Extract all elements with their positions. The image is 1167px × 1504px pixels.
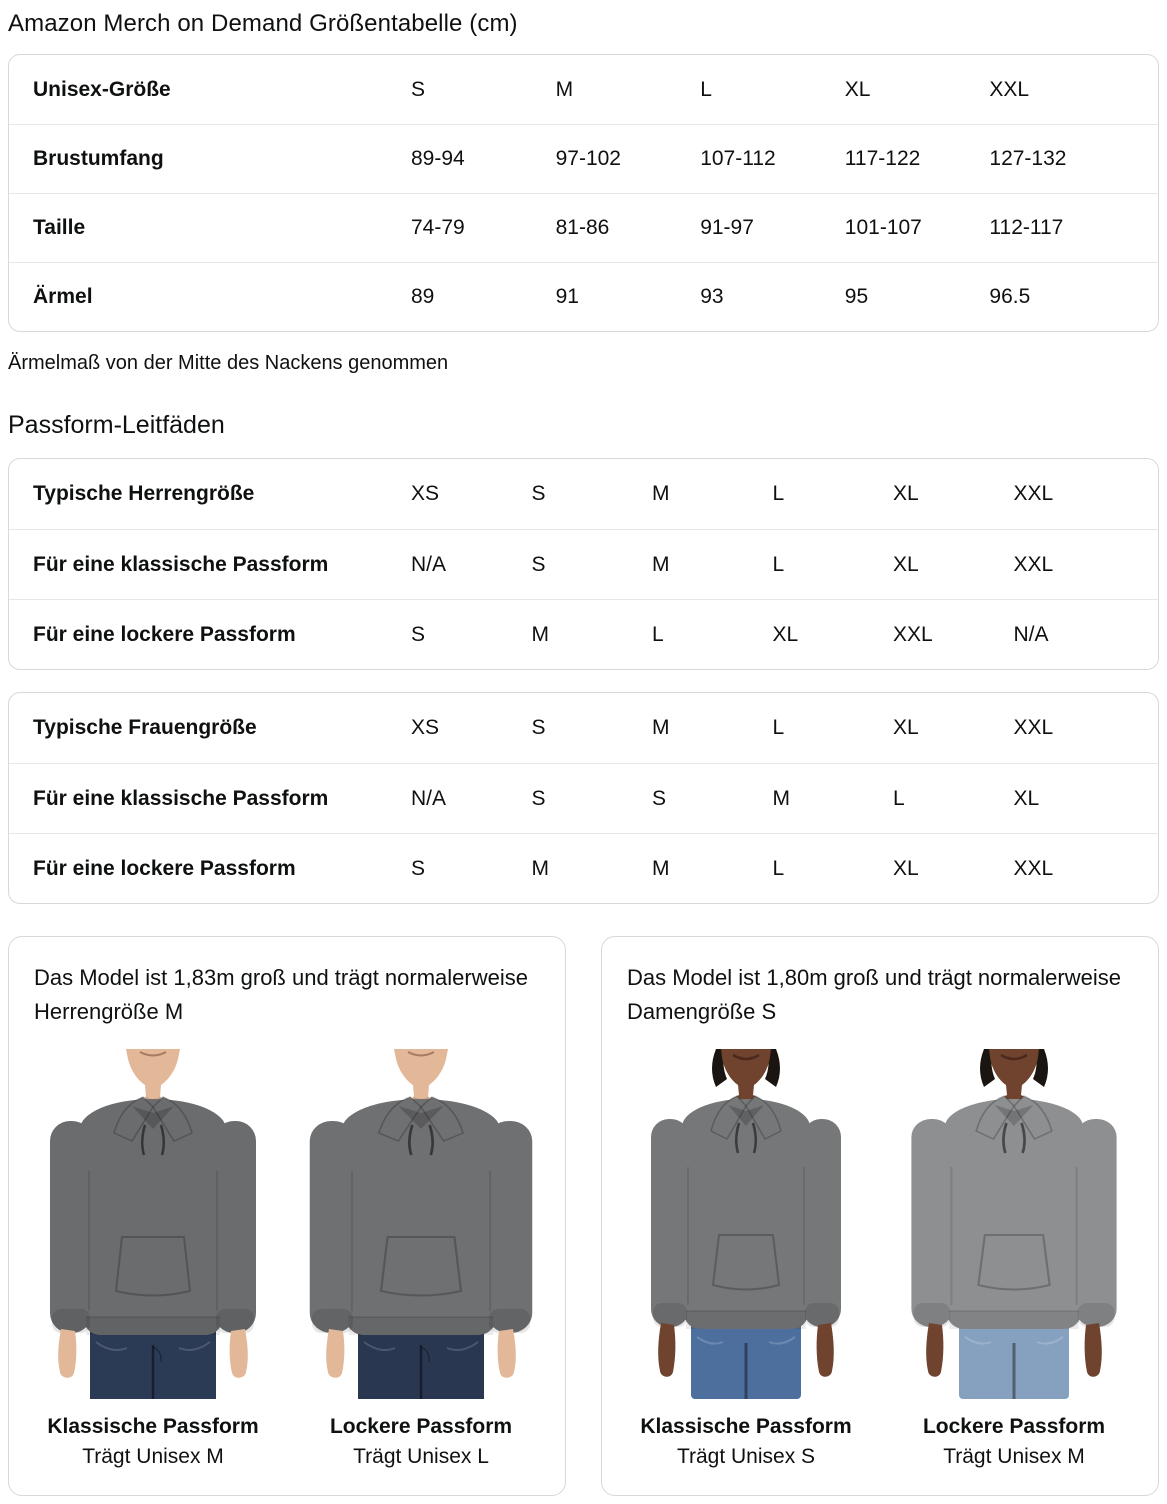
sleeve-measure-note: Ärmelmaß von der Mitte des Nackens genommen <box>8 352 449 374</box>
size-cell: 96.5 <box>989 285 1031 308</box>
photo-column <box>19 1049 287 1469</box>
model-cards <box>8 936 1159 1496</box>
row-label: Typische Herrengröße <box>33 482 255 505</box>
size-cell: 89-94 <box>411 147 465 170</box>
size-cell: 81-86 <box>555 216 610 239</box>
table-row <box>9 124 1158 193</box>
size-cell: 117-122 <box>844 147 921 170</box>
fit-cell: XXL <box>1013 716 1054 739</box>
womens-model-card <box>601 936 1159 1496</box>
fit-cell: S <box>531 786 546 810</box>
size-cell: 91-97 <box>700 216 754 239</box>
size-cell: 93 <box>700 285 724 308</box>
fit-cell: S <box>652 786 667 810</box>
fit-cell: L <box>772 716 785 739</box>
table-row <box>9 599 1158 669</box>
size-cell: 127-132 <box>989 147 1067 170</box>
size-cell: 91 <box>555 285 579 308</box>
fit-cell: XL <box>1013 786 1040 810</box>
photo-row <box>9 1049 565 1469</box>
fit-cell: L <box>772 552 785 576</box>
table-row <box>9 833 1158 903</box>
row-label: Taille <box>33 216 86 239</box>
size-cell: L <box>700 77 712 101</box>
table-row <box>9 763 1158 833</box>
size-cell: 89 <box>411 285 435 308</box>
fit-cell: M <box>652 482 670 505</box>
row-label: Für eine klassische Passform <box>33 786 329 810</box>
fit-cell: XL <box>893 482 919 505</box>
fit-cell: S <box>531 552 546 576</box>
fit-cell: M <box>652 552 670 576</box>
model-description: Das Model ist 1,80m groß und trägt normalerweise Damengröße S <box>627 965 1121 1024</box>
fit-cell: XXL <box>1013 482 1054 505</box>
table-row <box>9 529 1158 599</box>
fit-cell: XXL <box>893 622 933 646</box>
size-cell: 97-102 <box>555 147 621 170</box>
fit-cell: N/A <box>411 552 447 576</box>
fit-sublabel: Trägt Unisex M <box>82 1445 224 1468</box>
fit-cell: XL <box>772 622 799 646</box>
fit-cell: N/A <box>411 786 447 810</box>
fit-cell: M <box>772 786 790 810</box>
fit-cell: XS <box>411 716 440 739</box>
size-table <box>8 54 1159 332</box>
photo-column <box>612 1049 880 1469</box>
fit-cell: XS <box>411 482 440 505</box>
fit-label: Lockere Passform <box>922 1415 1106 1438</box>
size-cell: S <box>411 77 426 101</box>
fit-cell: L <box>772 482 785 505</box>
row-label: Für eine klassische Passform <box>33 552 329 576</box>
fit-cell: N/A <box>1013 622 1049 646</box>
row-label: Unisex-Größe <box>33 77 171 101</box>
row-label: Ärmel <box>33 285 93 308</box>
fit-cell: M <box>652 856 670 880</box>
size-cell: 101-107 <box>844 216 922 239</box>
fit-cell: S <box>411 856 426 880</box>
size-cell: 112-117 <box>989 216 1064 239</box>
row-label: Für eine lockere Passform <box>33 856 296 880</box>
table-row <box>9 55 1158 124</box>
fit-cell: S <box>531 716 546 739</box>
fit-label: Lockere Passform <box>329 1415 513 1438</box>
fit-cell: M <box>531 856 549 880</box>
fit-guides-title: Passform-Leitfäden <box>8 411 225 439</box>
fit-sublabel: Trägt Unisex L <box>353 1445 489 1468</box>
fit-cell: S <box>411 622 426 646</box>
model-photo-male-loose-fit <box>296 1049 546 1399</box>
mens-model-card <box>8 936 566 1496</box>
fit-cell: L <box>893 786 905 810</box>
table-row <box>9 193 1158 262</box>
womens-fit-table <box>8 692 1159 904</box>
row-label: Typische Frauengröße <box>33 716 257 739</box>
fit-cell: L <box>772 856 785 880</box>
table-row <box>9 262 1158 331</box>
size-cell: XL <box>844 77 871 101</box>
size-cell: XXL <box>989 77 1030 101</box>
fit-label: Klassische Passform <box>640 1415 852 1438</box>
photo-column <box>287 1049 555 1469</box>
fit-sublabel: Trägt Unisex M <box>943 1445 1085 1468</box>
fit-cell: L <box>652 622 664 646</box>
table-row <box>9 459 1158 529</box>
size-cell: 95 <box>844 285 869 308</box>
photo-column <box>880 1049 1148 1469</box>
model-description: Das Model ist 1,83m groß und trägt normalerweise Herrengröße M <box>34 965 528 1024</box>
row-label: Brustumfang <box>33 147 164 170</box>
fit-sublabel: Trägt Unisex S <box>676 1445 816 1468</box>
size-cell: M <box>555 77 574 101</box>
fit-cell: XL <box>893 552 919 576</box>
page-title: Amazon Merch on Demand Größentabelle (cm) <box>8 10 518 37</box>
table-row <box>9 693 1158 763</box>
fit-cell: S <box>531 482 546 505</box>
mens-fit-table <box>8 458 1159 670</box>
fit-cell: XL <box>893 716 919 739</box>
photo-row <box>602 1049 1158 1469</box>
fit-label: Klassische Passform <box>47 1415 259 1438</box>
fit-cell: XL <box>893 856 919 880</box>
size-cell: 74-79 <box>411 216 465 239</box>
model-photo-female-classic-fit <box>621 1049 871 1399</box>
row-label: Für eine lockere Passform <box>33 622 296 646</box>
fit-cell: XXL <box>1013 856 1054 880</box>
fit-cell: M <box>531 622 549 646</box>
model-photo-female-loose-fit <box>889 1049 1139 1399</box>
fit-cell: XXL <box>1013 552 1054 576</box>
size-cell: 107-112 <box>700 147 776 170</box>
fit-cell: M <box>652 716 670 739</box>
model-photo-male-classic-fit <box>28 1049 278 1399</box>
